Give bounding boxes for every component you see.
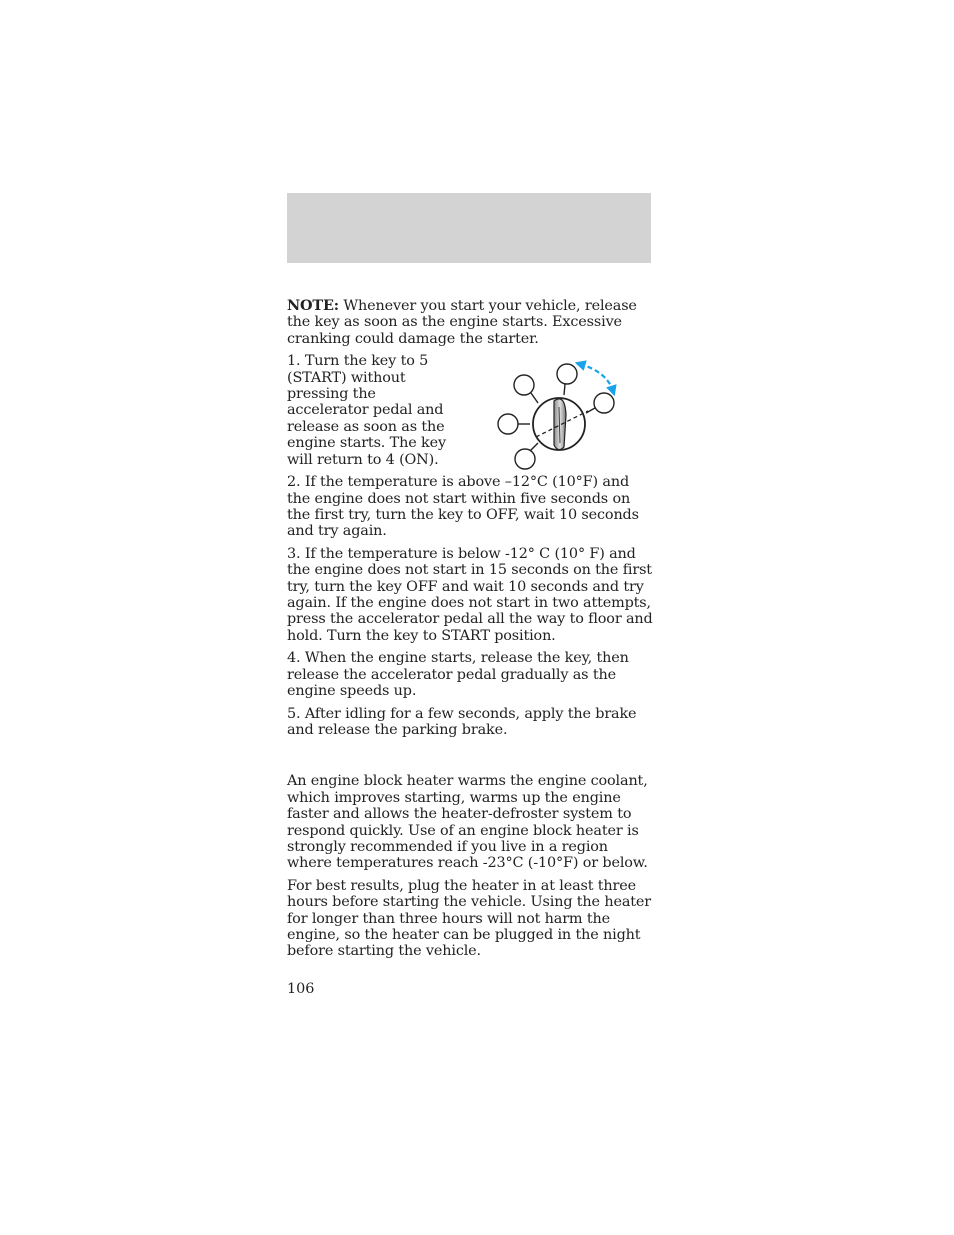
note-text: Whenever you start your vehicle, release the key as soon as the engine starts. Excessive cranking could damage the starter. — [287, 298, 637, 347]
steps-list — [287, 474, 653, 738]
step-5-text: 5. After idling for a few seconds, apply the brake and release the parking brake. — [287, 705, 637, 738]
position-circle — [515, 449, 535, 469]
position-circle — [514, 375, 534, 395]
note-label: NOTE: — [287, 297, 339, 314]
position-circle — [594, 393, 614, 413]
ignition-switch-icon — [492, 345, 632, 470]
step-1-text: 1. Turn the key to 5 (START) without pressing the accelerator pedal and release as soon as the engine starts. The key will return to 4 (ON). — [287, 353, 446, 468]
position-circle — [498, 414, 518, 434]
step-1-block — [287, 353, 653, 468]
page-content — [287, 298, 653, 966]
step-3-text: 3. If the temperature is below -12° C (10° F) and the engine does not start in 15 seconds on the first try, turn the key OFF and wait 10 seconds and try again. If the engine does not start in two attempts, press the accelerator pedal all the way to floor and hold. Turn the key to START position. — [287, 545, 653, 644]
step-4-text: 4. When the engine starts, release the key, then release the accelerator pedal gradually as the engine speeds up. — [287, 650, 629, 700]
page-number: 106 — [287, 981, 315, 997]
section-header-band — [287, 193, 651, 263]
position-circle — [557, 364, 577, 384]
block-heater-paragraph-2: For best results, plug the heater in at least three hours before starting the vehicle. Using the heater for longer than three hours will not harm the engine, so the heater can be plugged in the night before starting the vehicle. — [287, 877, 651, 960]
note-paragraph — [287, 298, 653, 347]
section-gap — [287, 744, 653, 773]
step-2-text: 2. If the temperature is above –12°C (10°F) and the engine does not start within five seconds on the first try, turn the key to OFF, wait 10 seconds and try again. — [287, 474, 639, 540]
block-heater-paragraph-1: An engine block heater warms the engine coolant, which improves starting, warms up the engine faster and allows the heater-defroster system to respond quickly. Use of an engine block heater is strongly recommended if you live in a region where temperatures reach -23°C (-10°F) or below. — [287, 773, 648, 872]
